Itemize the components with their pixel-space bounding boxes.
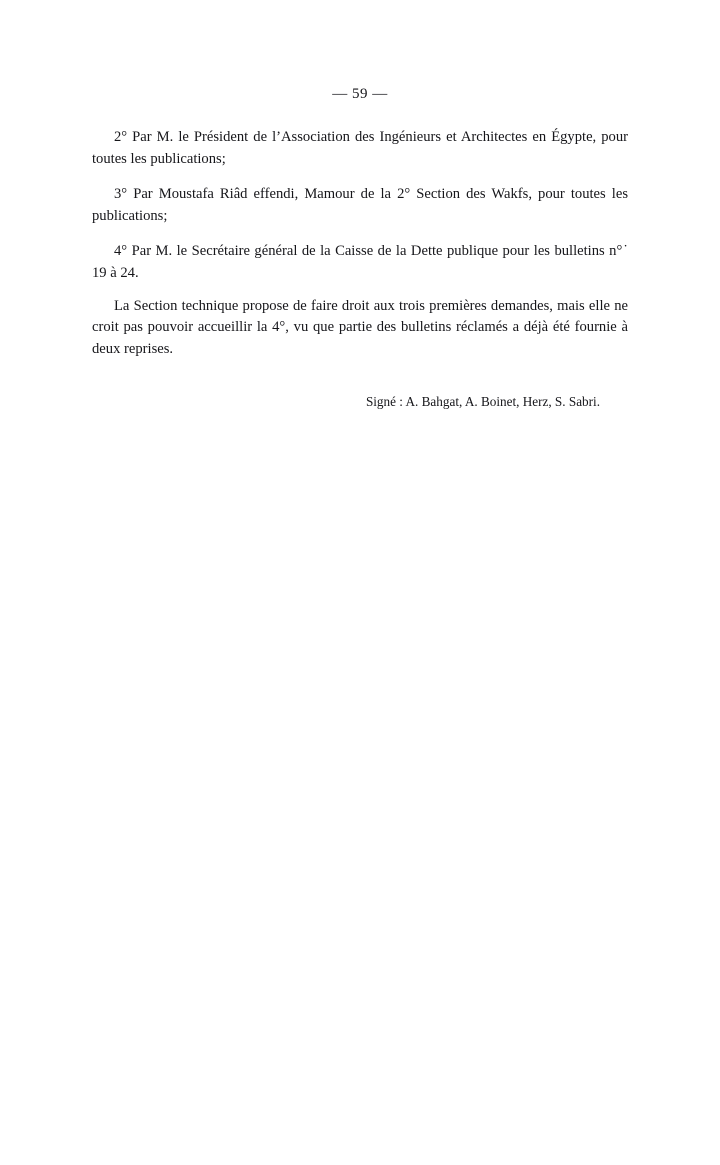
page-number: — 59 — [332,86,388,102]
paragraph-conclusion: La Section technique propose de faire droit aux trois premières demandes, mais elle ne croit pas pouvoir accueillir la 4°, vu que partie des bulletins réclamés a déjà été fournie à deux reprises. [92,297,628,357]
signature-line: Signé : A. Bahgat, A. Boinet, Herz, S. Sabri. [365,394,600,410]
paragraph-item-4: 4° Par M. le Secrétaire général de la Caisse de la Dette publique pour les bulletins n°˙ 19 à 24. [92,243,628,281]
paragraph-item-2: 2° Par M. le Président de l’Association des Ingénieurs et Architectes en Égypte, pour toutes les publications; [92,129,628,167]
document-page [0,86,720,1165]
document-body [92,103,628,410]
paragraph-item-3: 3° Par Moustafa Riâd effendi, Mamour de la 2° Section des Wakfs, pour toutes les publications; [92,186,628,224]
